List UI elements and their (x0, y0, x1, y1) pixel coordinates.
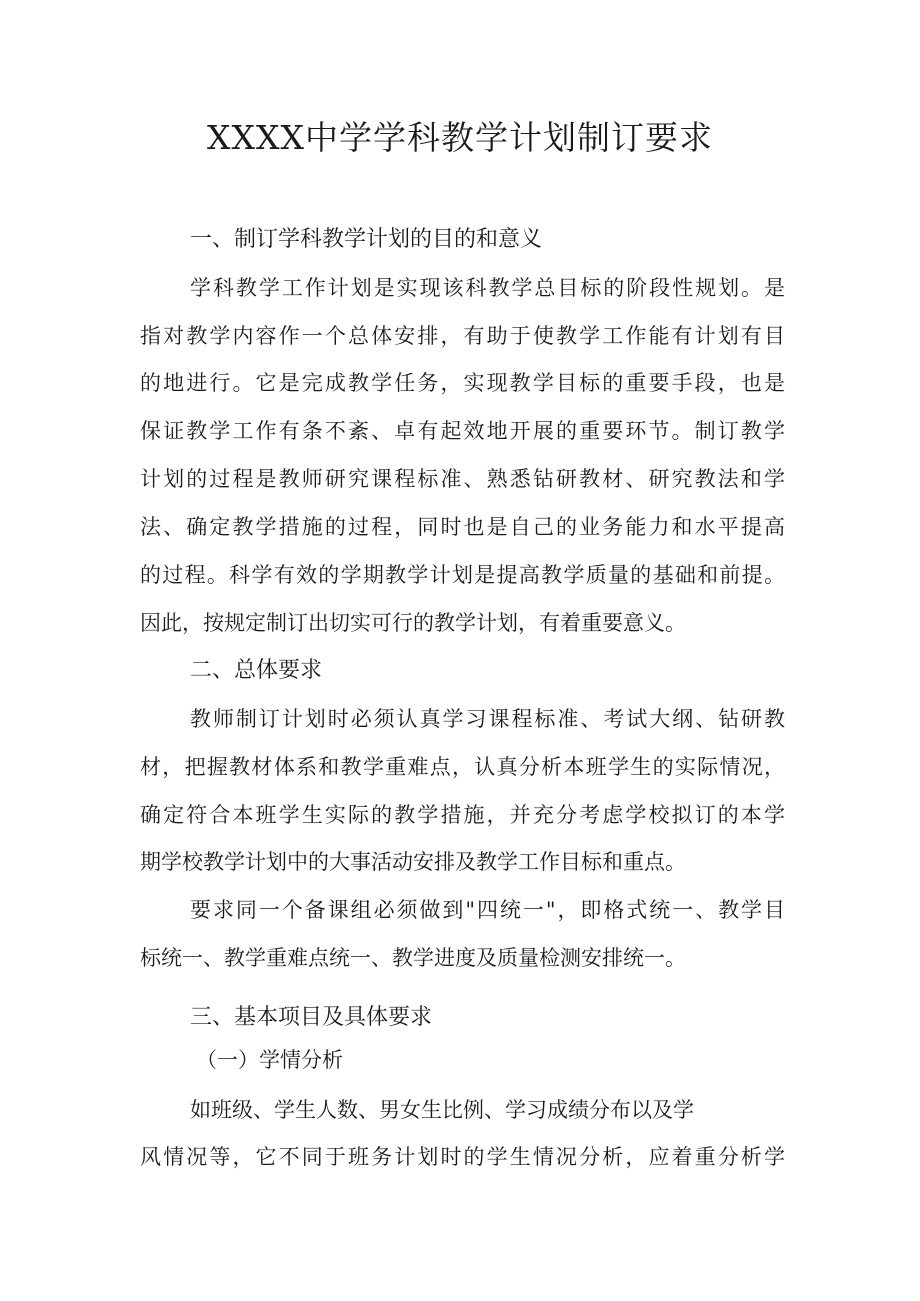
section-1-line: 指对教学内容作一个总体安排，有助于使教学工作能有计划有目 (140, 324, 785, 348)
section-2-paragraph-1-line: 期学校教学计划中的大事活动安排及教学工作目标和重点。 (140, 850, 686, 874)
section-1-line: 计划的过程是教师研究课程标准、熟悉钻研教材、研究教法和学 (140, 467, 785, 491)
section-1-line: 法、确定教学措施的过程，同时也是自己的业务能力和水平提高 (140, 515, 785, 539)
section-1-line: 因此，按规定制订出切实可行的教学计划，有着重要意义。 (140, 611, 686, 635)
section-1-line: 的地进行。它是完成教学任务，实现教学目标的重要手段，也是 (140, 371, 785, 395)
section-1-line: 学科教学工作计划是实现该科教学总目标的阶段性规划。是 (190, 276, 785, 300)
section-2-paragraph-1-line: 教师制订计划时必须认真学习课程标准、考试大纲、钻研教 (190, 707, 785, 731)
section-2-paragraph-1-line: 确定符合本班学生实际的教学措施，并充分考虑学校拟订的本学 (140, 803, 785, 827)
section-2-paragraph-1-line: 材，把握教材体系和教学重难点，认真分析本班学生的实际情况， (140, 755, 785, 779)
section-3-subheading: （一）学情分析 (196, 1048, 343, 1072)
section-1-line: 保证教学工作有条不紊、卓有起效地开展的重要环节。制订教学 (140, 419, 785, 443)
section-2-heading: 二、总体要求 (190, 658, 323, 683)
section-3-line: 风情况等，它不同于班务计划时的学生情况分析，应着重分析学 (140, 1145, 785, 1169)
section-1-heading: 一、制订学科教学计划的目的和意义 (190, 227, 543, 252)
section-3-heading: 三、基本项目及具体要求 (190, 1005, 433, 1030)
section-2-paragraph-2-line: 标统一、教学重难点统一、教学进度及质量检测安排统一。 (140, 946, 686, 970)
section-1-line: 的过程。科学有效的学期教学计划是提高教学质量的基础和前提。 (140, 563, 785, 587)
section-2-paragraph-2-line: 要求同一个备课组必须做到"四统一"，即格式统一、教学目 (190, 898, 785, 922)
section-3-line: 如班级、学生人数、男女生比例、学习成绩分布以及学 (190, 1098, 694, 1122)
document-title: XXXX中学学科教学计划制订要求 (207, 118, 713, 157)
